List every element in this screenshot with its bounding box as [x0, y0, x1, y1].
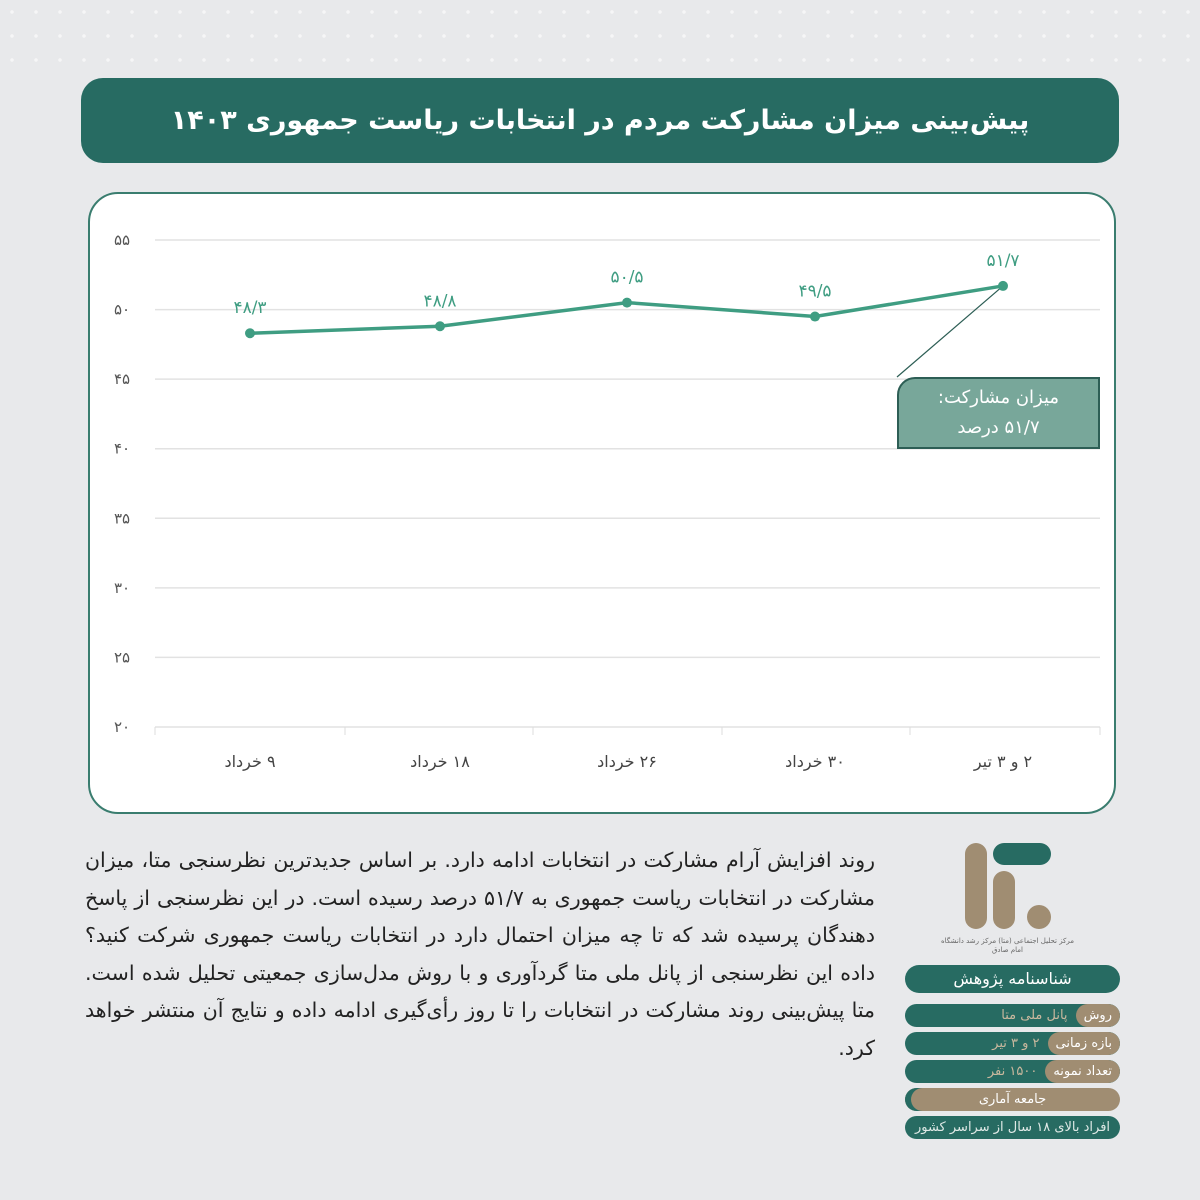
research-id-heading: شناسنامه پژوهش [905, 965, 1120, 993]
y-tick-label: ۴۰ [113, 439, 131, 458]
annotation-line1: میزان مشارکت: [937, 387, 1060, 408]
population-value: افراد بالای ۱۸ سال از سراسر کشور [905, 1116, 1120, 1139]
data-label: ۴۸/۸ [423, 291, 457, 312]
page-title: پیش‌بینی میزان مشارکت مردم در انتخابات ریاست جمهوری ۱۴۰۳ [81, 78, 1119, 163]
meta-logo [965, 843, 1055, 933]
y-tick-label: ۴۵ [113, 370, 131, 389]
description-paragraph: روند افزایش آرام مشارکت در انتخابات ادامه دارد. بر اساس جدیدترین نظرسنجی متا، میزان مشارکت در انتخابات ریاست جمهوری به ۵۱/۷ درصد رسیده است. در این نظرسنجی از پاسخ دهندگان پرسیده شد که تا چه میزان احتمال دارد در انتخابات ریاست جمهوری شرکت کنید؟ داده این نظرسنجی از پانل ملی متا گردآوری و با روش مدل‌سازی جمعیتی تحلیل شده است. متا پیش‌بینی روند مشارکت در انتخابات را تا روز رأی‌گیری ادامه داده و نتایج آن منتشر خواهد کرد. [85, 848, 875, 1060]
data-point [998, 281, 1008, 291]
x-tick-label: ۲۶ خرداد [597, 752, 657, 771]
annotation-line2: ۵۱/۷ درصد [957, 417, 1040, 438]
y-tick-label: ۲۵ [113, 648, 131, 667]
x-tick-label: ۱۸ خرداد [410, 752, 470, 771]
y-tick-label: ۵۵ [113, 231, 131, 249]
x-tick-label: ۳۰ خرداد [785, 752, 845, 771]
population-label: جامعه آماری [905, 1088, 1120, 1111]
y-tick-label: ۳۰ [113, 578, 131, 597]
data-point [622, 298, 632, 308]
data-point [435, 321, 445, 331]
data-label: ۵۱/۷ [986, 250, 1020, 271]
x-tick-label: ۹ خرداد [224, 752, 276, 771]
sample-row [905, 1060, 1120, 1083]
method-row [905, 1004, 1120, 1027]
data-label: ۴۸/۳ [233, 298, 267, 319]
sample-label: تعداد نمونه [1045, 1060, 1120, 1083]
y-tick-label: ۳۵ [113, 509, 131, 528]
chart-annotation [897, 377, 1100, 449]
data-label: ۵۰/۵ [610, 267, 644, 288]
logo-caption: مرکز تحلیل اجتماعی (متا) مرکز رشد دانشگاه امام صادق [940, 937, 1075, 954]
data-point [245, 328, 255, 338]
method-value: پانل ملی متا [1001, 1008, 1068, 1023]
method-label: روش [1076, 1004, 1120, 1027]
data-point [810, 312, 820, 322]
period-label: بازه زمانی [1048, 1032, 1120, 1055]
y-tick-label: ۲۰ [113, 718, 131, 736]
period-row [905, 1032, 1120, 1055]
period-value: ۲ و ۳ تیر [992, 1036, 1040, 1051]
x-tick-label: ۲ و ۳ تیر [973, 752, 1033, 771]
y-tick-label: ۵۰ [113, 300, 131, 319]
data-label: ۴۹/۵ [798, 281, 832, 302]
sample-value: ۱۵۰۰ نفر [987, 1064, 1038, 1079]
